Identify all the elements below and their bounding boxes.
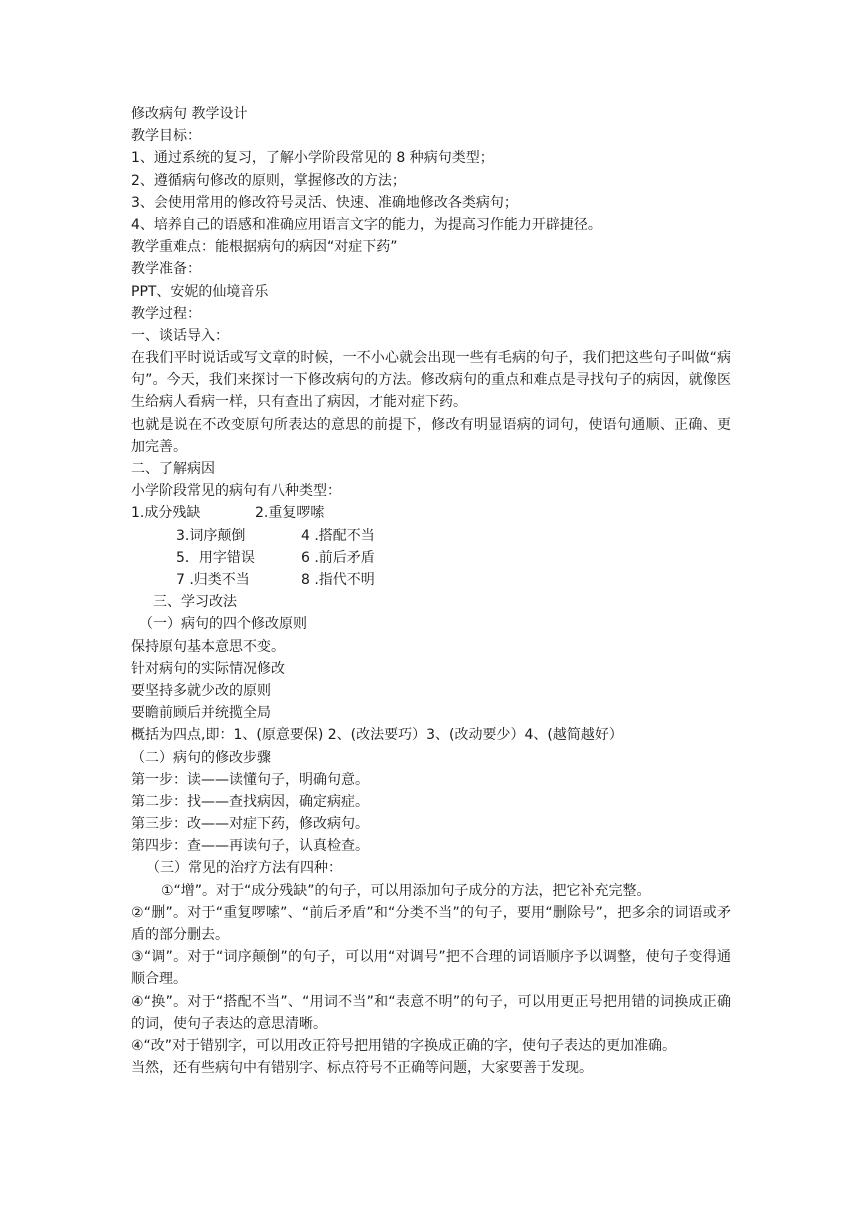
type-item: 4 .搭配不当 (301, 527, 375, 544)
principle-item: 要坚持多就少改的原则 (131, 682, 271, 699)
intro-paragraph: 也就是说在不改变原句所表达的意思的前提下，修改有明显语病的词句，使语句通顺、正确、更加完善。 (131, 416, 731, 455)
types-intro: 小学阶段常见的病句有八种类型： (131, 483, 341, 500)
type-item: 3.词序颠倒 (176, 527, 246, 544)
section-heading: 二、了解病因 (131, 461, 215, 478)
principle-summary: 概括为四点,即：1、(原意要保) 2、(改法要巧）3、(改动要少）4、(越简越好） (131, 727, 623, 744)
step-item: 第三步：改——对症下药，修改病句。 (131, 816, 369, 833)
subsection-heading: （二）病句的修改步骤 (131, 749, 271, 766)
principle-item: 要瞻前顾后并统揽全局 (131, 705, 271, 722)
type-item: 8 .指代不明 (301, 572, 375, 589)
prep-content: PPT、安妮的仙境音乐 (131, 283, 269, 300)
types-row (131, 547, 731, 569)
closing-note: 当然，还有些病句中有错别字、标点符号不正确等问题，大家要善于发现。 (131, 1060, 593, 1077)
types-row (131, 569, 731, 591)
objective-item: 4、培养自己的语感和准确应用语言文字的能力，为提高习作能力开辟捷径。 (131, 216, 602, 233)
objective-item: 3、会使用常用的修改符号灵活、快速、准确地修改各类病句； (131, 194, 518, 211)
method-item: ②“删”。对于“重复啰嗦”、“前后矛盾”和“分类不当”的句子，要用“删除号”，把多余的词语或矛盾的部分删去。 (131, 904, 731, 944)
document-title: 修改病句 教学设计 (131, 106, 248, 122)
subsection-heading: （一）病句的四个修改原则 (139, 616, 307, 633)
type-item: 7 .归类不当 (176, 572, 250, 589)
step-item: 第四步：查——再读句子，认真检查。 (131, 838, 369, 855)
intro-paragraph: 在我们平时说话或写文章的时候，一不小心就会出现一些有毛病的句子，我们把这些句子叫做“病句”。今天，我们来探讨一下修改病句的方法。修改病句的重点和难点是寻找句子的病因，就像医生给病人看病一样，只有查出了病因，才能对症下药。 (131, 350, 731, 411)
process-heading: 教学过程： (131, 305, 201, 322)
subsection-heading: （三）常见的治疗方法有四种： (146, 860, 342, 877)
method-item: ③“调”。对于“词序颠倒”的句子，可以用“对调号”把不合理的词语顺序予以调整，使句子变得通顺合理。 (131, 949, 731, 988)
objective-item: 2、遵循病句修改的原则，掌握修改的方法； (131, 172, 406, 189)
type-item: 1.成分残缺 (131, 505, 201, 522)
method-item: ④“换”。对于“搭配不当”、“用词不当”和“表意不明”的句子，可以用更正号把用错的词换成正确的词，使句子表达的意思清晰。 (131, 993, 731, 1032)
section-heading: 三、学习改法 (153, 594, 237, 611)
objectives-heading: 教学目标： (131, 128, 201, 145)
method-item: ①“增”。对于“成分残缺”的句子，可以用添加句子成分的方法，把它补充完整。 (161, 882, 651, 899)
type-item: 5．用字错误 (176, 549, 255, 566)
document-body (131, 103, 731, 1079)
type-item: 2.重复啰嗦 (255, 505, 325, 522)
prep-heading: 教学准备： (131, 261, 201, 278)
section-heading: 一、谈话导入： (131, 327, 229, 344)
types-row (131, 525, 731, 547)
type-item: 6 .前后矛盾 (301, 549, 375, 566)
principle-item: 针对病句的实际情况修改 (131, 660, 285, 677)
key-point: 教学重难点：能根据病句的病因“对症下药” (131, 239, 398, 256)
step-item: 第二步：找——查找病因，确定病症。 (131, 793, 369, 810)
step-item: 第一步：读——读懂句子，明确句意。 (131, 771, 369, 788)
objective-item: 1、通过系统的复习，了解小学阶段常见的 8 种病句类型； (131, 150, 494, 167)
method-item: ④“改”对于错别字，可以用改正符号把用错的字换成正确的字，使句子表达的更加准确。 (131, 1038, 677, 1055)
principle-item: 保持原句基本意思不变。 (131, 638, 285, 655)
types-row (131, 502, 731, 524)
